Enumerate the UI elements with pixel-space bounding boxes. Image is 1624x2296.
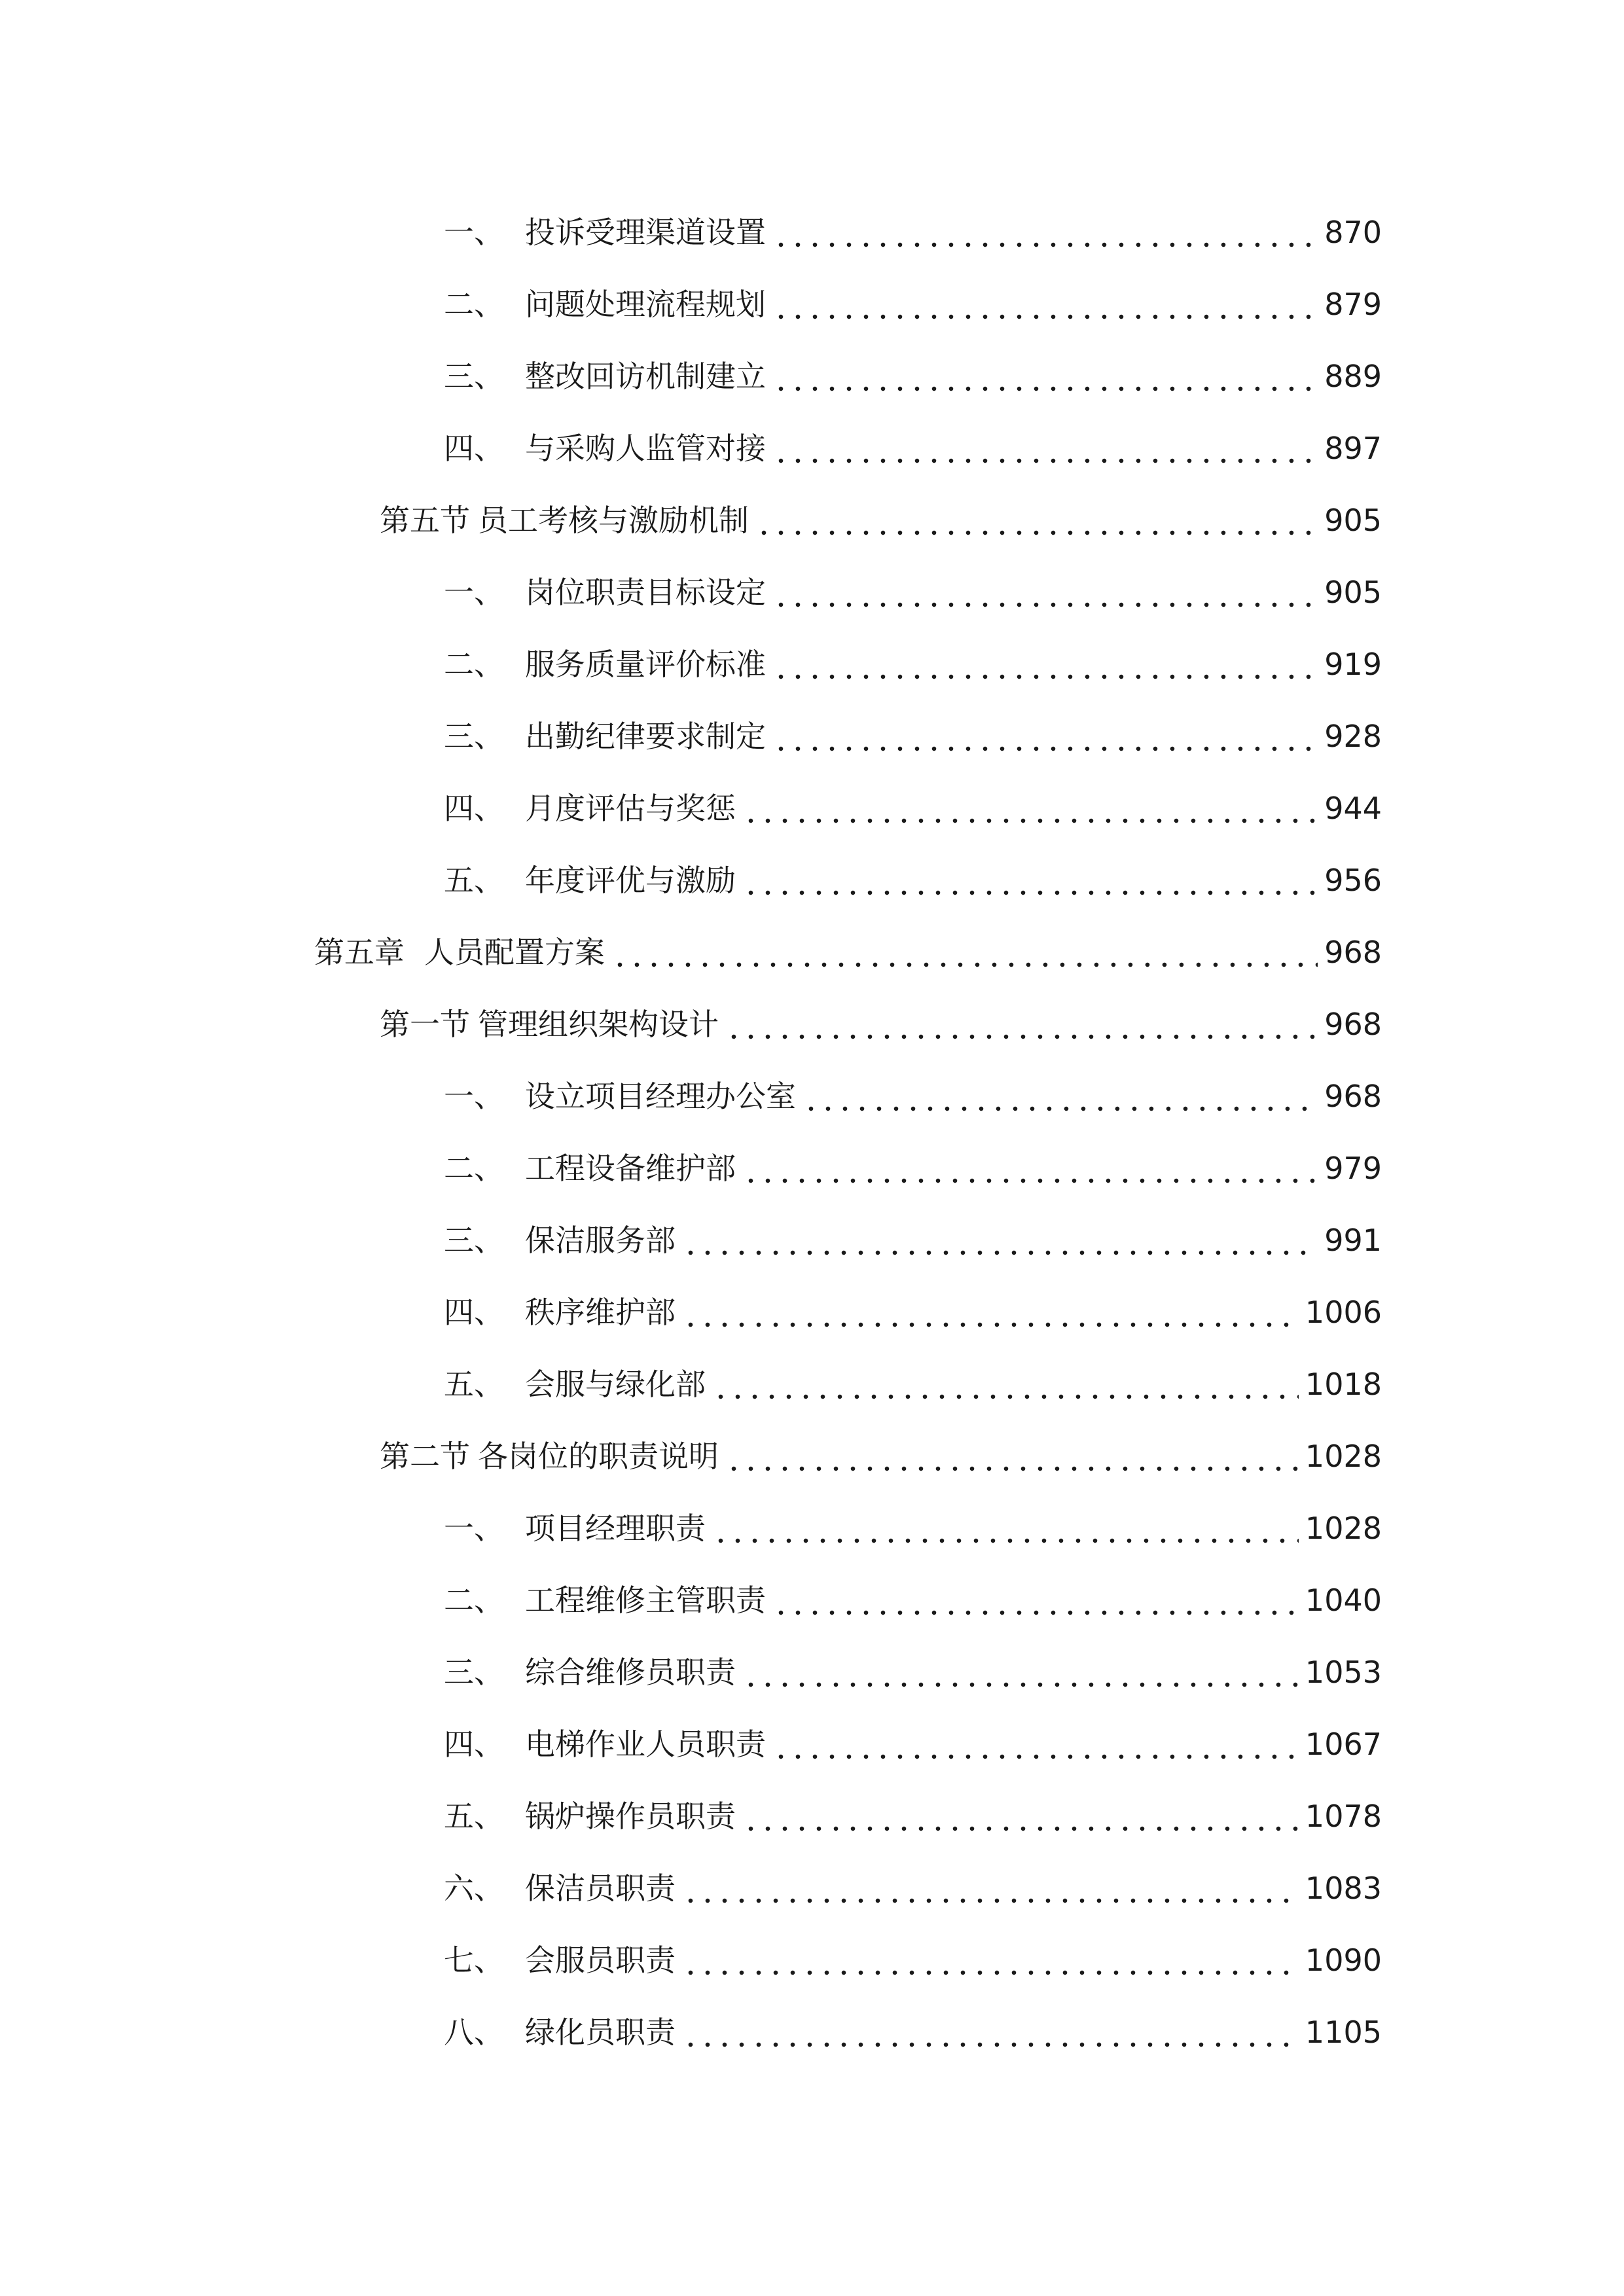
toc-entry-page-number: 1083 bbox=[1305, 1871, 1382, 1906]
toc-entry-number: 二、 bbox=[444, 1583, 504, 1618]
toc-entry-number: 第五章 bbox=[314, 935, 405, 970]
toc-entry-title: 保洁员职责 bbox=[525, 1871, 676, 1906]
toc-entry-number: 五、 bbox=[444, 863, 504, 898]
toc-entry-item[interactable] bbox=[444, 1852, 1382, 1924]
toc-entry-title: 综合维修员职责 bbox=[525, 1655, 736, 1690]
toc-entry-page-number: 1105 bbox=[1305, 2015, 1382, 2050]
toc-entry-page-number: 889 bbox=[1324, 359, 1382, 394]
toc-entry-page-number: 905 bbox=[1324, 575, 1382, 610]
dot-leader bbox=[772, 577, 1318, 607]
toc-entry-item[interactable] bbox=[444, 268, 1382, 340]
dot-leader bbox=[611, 937, 1318, 967]
toc-entry-number: 三、 bbox=[444, 1223, 504, 1258]
toc-entry-page-number: 1028 bbox=[1305, 1511, 1382, 1546]
toc-entry-page-number: 1040 bbox=[1305, 1583, 1382, 1618]
toc-entry-page-number: 968 bbox=[1324, 1079, 1382, 1114]
toc-entry-page-number: 991 bbox=[1324, 1223, 1382, 1258]
toc-entry-item[interactable] bbox=[444, 1708, 1382, 1780]
toc-entry-number: 四、 bbox=[444, 431, 504, 466]
toc-entry-title: 锅炉操作员职责 bbox=[525, 1799, 736, 1834]
toc-entry-title: 秩序维护部 bbox=[525, 1295, 676, 1330]
toc-entry-page-number: 1018 bbox=[1305, 1367, 1382, 1402]
dot-leader bbox=[725, 1009, 1318, 1039]
toc-entry-title: 月度评估与奖惩 bbox=[525, 791, 736, 826]
toc-entry-item[interactable] bbox=[444, 1276, 1382, 1348]
toc-entry-number: 四、 bbox=[444, 1295, 504, 1330]
toc-entry-item[interactable] bbox=[444, 772, 1382, 844]
toc-entry-number: 二、 bbox=[444, 287, 504, 322]
toc-entry-item[interactable] bbox=[444, 844, 1382, 916]
dot-leader bbox=[772, 1585, 1299, 1615]
toc-entry-item[interactable] bbox=[444, 340, 1382, 412]
toc-entry-item[interactable] bbox=[444, 412, 1382, 484]
toc-entry-chapter[interactable] bbox=[314, 916, 1382, 988]
toc-entry-page-number: 879 bbox=[1324, 287, 1382, 322]
toc-entry-title: 各岗位的职责说明 bbox=[478, 1439, 719, 1474]
toc-entry-title: 项目经理职责 bbox=[525, 1511, 706, 1546]
toc-entry-page-number: 1078 bbox=[1305, 1799, 1382, 1834]
toc-entry-page-number: 1053 bbox=[1305, 1655, 1382, 1690]
dot-leader bbox=[682, 1297, 1299, 1327]
dot-leader bbox=[682, 1225, 1318, 1255]
toc-entry-number: 一、 bbox=[444, 575, 504, 610]
toc-entry-title: 绿化员职责 bbox=[525, 2015, 676, 2050]
toc-entry-section[interactable] bbox=[380, 484, 1382, 556]
toc-entry-section[interactable] bbox=[380, 1420, 1382, 1492]
dot-leader bbox=[772, 289, 1318, 319]
dot-leader bbox=[712, 1513, 1299, 1543]
toc-entry-item[interactable] bbox=[444, 556, 1382, 628]
dot-leader bbox=[682, 1945, 1299, 1975]
toc-entry-title: 会服员职责 bbox=[525, 1943, 676, 1978]
toc-entry-page-number: 1028 bbox=[1305, 1439, 1382, 1474]
toc-entry-item[interactable] bbox=[444, 1348, 1382, 1420]
toc-entry-item[interactable] bbox=[444, 196, 1382, 268]
toc-entry-title: 电梯作业人员职责 bbox=[525, 1727, 766, 1762]
toc-entry-number: 三、 bbox=[444, 719, 504, 754]
dot-leader bbox=[772, 433, 1318, 463]
toc-entry-page-number: 870 bbox=[1324, 215, 1382, 250]
toc-entry-number: 四、 bbox=[444, 1727, 504, 1762]
dot-leader bbox=[725, 1441, 1299, 1471]
toc-entry-page-number: 905 bbox=[1324, 503, 1382, 538]
toc-entry-item[interactable] bbox=[444, 1996, 1382, 2068]
dot-leader bbox=[772, 361, 1318, 391]
dot-leader bbox=[742, 1153, 1318, 1183]
toc-entry-item[interactable] bbox=[444, 628, 1382, 700]
toc-entry-title: 与采购人监管对接 bbox=[525, 431, 766, 466]
toc-entry-title: 员工考核与激励机制 bbox=[478, 503, 749, 538]
toc-entry-number: 第五节 bbox=[380, 503, 470, 538]
toc-entry-number: 二、 bbox=[444, 1151, 504, 1186]
dot-leader bbox=[755, 505, 1318, 535]
toc-entry-number: 三、 bbox=[444, 359, 504, 394]
toc-entry-item[interactable] bbox=[444, 700, 1382, 772]
dot-leader bbox=[772, 1729, 1299, 1759]
toc-entry-page-number: 979 bbox=[1324, 1151, 1382, 1186]
toc-entry-section[interactable] bbox=[380, 988, 1382, 1060]
toc-entry-number: 一、 bbox=[444, 215, 504, 250]
toc-entry-title: 设立项目经理办公室 bbox=[525, 1079, 796, 1114]
toc-entry-number: 五、 bbox=[444, 1367, 504, 1402]
dot-leader bbox=[682, 2017, 1299, 2047]
toc-entry-number: 一、 bbox=[444, 1079, 504, 1114]
toc-entry-title: 保洁服务部 bbox=[525, 1223, 676, 1258]
toc-entry-number: 四、 bbox=[444, 791, 504, 826]
toc-entry-item[interactable] bbox=[444, 1780, 1382, 1852]
dot-leader bbox=[772, 217, 1318, 247]
toc-entry-title: 年度评优与激励 bbox=[525, 863, 736, 898]
toc-entry-page-number: 897 bbox=[1324, 431, 1382, 466]
toc-entry-title: 投诉受理渠道设置 bbox=[525, 215, 766, 250]
dot-leader bbox=[772, 721, 1318, 751]
toc-entry-number: 八、 bbox=[444, 2015, 504, 2050]
toc-entry-page-number: 919 bbox=[1324, 647, 1382, 682]
toc-entry-page-number: 928 bbox=[1324, 719, 1382, 754]
toc-entry-title: 服务质量评价标准 bbox=[525, 647, 766, 682]
toc-entry-number: 二、 bbox=[444, 647, 504, 682]
toc-entry-page-number: 1006 bbox=[1305, 1295, 1382, 1330]
toc-entry-title: 整改回访机制建立 bbox=[525, 359, 766, 394]
dot-leader bbox=[742, 793, 1318, 823]
toc-entry-item[interactable] bbox=[444, 1060, 1382, 1132]
toc-entry-item[interactable] bbox=[444, 1492, 1382, 1564]
toc-entry-number: 六、 bbox=[444, 1871, 504, 1906]
toc-entry-page-number: 968 bbox=[1324, 935, 1382, 970]
dot-leader bbox=[742, 1657, 1299, 1687]
toc-entry-number: 七、 bbox=[444, 1943, 504, 1978]
toc-entry-item[interactable] bbox=[444, 1132, 1382, 1204]
toc-entry-page-number: 968 bbox=[1324, 1007, 1382, 1042]
toc-entry-title: 工程设备维护部 bbox=[525, 1151, 736, 1186]
toc-entry-item[interactable] bbox=[444, 1564, 1382, 1636]
toc-entry-item[interactable] bbox=[444, 1204, 1382, 1276]
toc-entry-page-number: 956 bbox=[1324, 863, 1382, 898]
toc-entry-number: 五、 bbox=[444, 1799, 504, 1834]
toc-entry-page-number: 1090 bbox=[1305, 1943, 1382, 1978]
toc-entry-number: 一、 bbox=[444, 1511, 504, 1546]
dot-leader bbox=[742, 1801, 1299, 1831]
toc-entry-page-number: 1067 bbox=[1305, 1727, 1382, 1762]
toc-entry-item[interactable] bbox=[444, 1924, 1382, 1996]
toc-entry-title: 工程维修主管职责 bbox=[525, 1583, 766, 1618]
toc-entry-number: 第一节 bbox=[380, 1007, 470, 1042]
toc-entry-number: 第二节 bbox=[380, 1439, 470, 1474]
toc-entry-title: 会服与绿化部 bbox=[525, 1367, 706, 1402]
dot-leader bbox=[742, 865, 1318, 895]
toc-entry-title: 问题处理流程规划 bbox=[525, 287, 766, 322]
dot-leader bbox=[803, 1081, 1318, 1111]
toc-entry-page-number: 944 bbox=[1324, 791, 1382, 826]
toc-entry-title: 管理组织架构设计 bbox=[478, 1007, 719, 1042]
toc-entry-title: 出勤纪律要求制定 bbox=[525, 719, 766, 754]
toc-entry-number: 三、 bbox=[444, 1655, 504, 1690]
dot-leader bbox=[682, 1873, 1299, 1903]
toc-entry-title: 岗位职责目标设定 bbox=[525, 575, 766, 610]
dot-leader bbox=[712, 1369, 1299, 1399]
toc-entry-title: 人员配置方案 bbox=[424, 935, 605, 970]
dot-leader bbox=[772, 649, 1318, 679]
toc-entry-item[interactable] bbox=[444, 1636, 1382, 1708]
